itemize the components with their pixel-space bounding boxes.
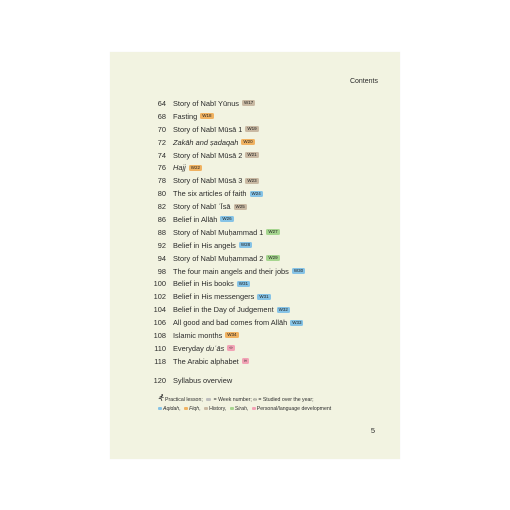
legend-sep: ,	[224, 406, 227, 412]
week-badge: W29	[268, 255, 278, 261]
toc-row	[110, 110, 400, 123]
toc-page-number: 68	[157, 111, 166, 121]
legend-practical: Practical lesson;	[165, 396, 205, 403]
aqidah-swatch	[158, 407, 162, 411]
toc-title: Hajj	[173, 163, 186, 173]
page-number: 5	[370, 426, 375, 435]
week-badge: W28	[240, 242, 251, 248]
toc-title: Everyday duʿās	[173, 343, 225, 353]
toc-page-number: 72	[157, 137, 166, 147]
infinity-icon: ∞	[253, 396, 257, 403]
toc-title: All good and bad comes from Allāh	[173, 318, 288, 328]
toc-row	[110, 200, 400, 213]
toc-row	[110, 303, 400, 316]
toc-title: Story of Nabī Mūsā 3	[173, 176, 243, 186]
toc-row	[110, 174, 400, 187]
toc-title: Belief in Allāh	[173, 214, 218, 224]
toc-title: Belief in the Day of Judgement	[173, 305, 274, 315]
toc-page-number: 80	[157, 189, 166, 199]
toc-page-number: 78	[157, 176, 166, 186]
toc-row	[110, 342, 400, 355]
week-badge: W20	[243, 139, 253, 145]
toc-page-number: 110	[154, 343, 166, 353]
toc-title: Story of Nabī Mūsā 2	[173, 150, 243, 160]
toc-page-number: 82	[157, 202, 166, 212]
toc-page-number: 118	[154, 356, 166, 366]
week-badge: W19	[247, 126, 257, 132]
legend-week: = Week number;	[212, 396, 254, 403]
toc-title: Story of Nabī Yūnus	[173, 98, 240, 108]
page-header: Contents	[349, 78, 378, 85]
toc-row	[110, 374, 400, 387]
fiqh-swatch	[184, 407, 188, 411]
toc-row	[110, 97, 400, 110]
legend-sirah: Sirah	[234, 406, 247, 412]
toc-page-number: 64	[157, 98, 166, 108]
toc-row	[110, 149, 400, 162]
week-badge: W17	[244, 100, 254, 106]
toc-row	[110, 265, 400, 278]
week-badge: W23	[247, 177, 257, 183]
toc-page-number: 92	[157, 240, 166, 250]
toc-page-number: 76	[157, 163, 166, 173]
personal-swatch	[252, 407, 256, 411]
toc-page-number: 98	[157, 266, 166, 276]
week-badge: W22	[190, 164, 200, 170]
toc-page-number: 94	[157, 253, 166, 263]
toc-title: Belief in His books	[173, 279, 234, 289]
toc-page-number: 100	[153, 279, 166, 289]
toc-row	[110, 239, 400, 252]
toc-title: Fasting	[173, 111, 198, 121]
legend-history: History	[209, 406, 225, 412]
week-badge: W21	[247, 152, 257, 157]
week-swatch	[206, 398, 211, 401]
toc-title: Belief in His angels	[173, 240, 236, 250]
legend-sep: ,	[199, 406, 201, 412]
legend-aqidah: Aqidah	[163, 406, 180, 412]
week-badge: ∞	[229, 345, 233, 351]
toc-row	[110, 161, 400, 174]
toc-row	[110, 226, 400, 239]
toc-row	[110, 316, 400, 329]
toc-title: Islamic months	[173, 330, 223, 340]
toc-title: Story of Nabī Muḥammad 2	[173, 253, 264, 263]
toc-title: Syllabus overview	[173, 375, 233, 385]
toc-page-number: 108	[153, 330, 166, 340]
week-badge: ∞	[243, 358, 247, 364]
book-page	[110, 52, 400, 459]
week-badge: W31	[238, 280, 249, 286]
toc-row	[110, 136, 400, 149]
toc-title: The six articles of faith	[173, 189, 247, 199]
toc-title: Belief in His messengers	[173, 292, 255, 302]
week-badge: W30	[293, 268, 304, 274]
toc-row	[110, 277, 400, 290]
legend-line-1	[158, 394, 398, 405]
toc-title: Zakāh and ṣadaqah	[173, 137, 239, 147]
week-badge: W25	[235, 203, 245, 209]
toc-title: Story of Nabī Muḥammad 1	[173, 227, 264, 237]
toc-row	[110, 252, 400, 265]
week-badge: W26	[222, 216, 232, 222]
legend-fiqh: Fiqh	[189, 406, 200, 412]
table-of-contents	[110, 97, 400, 387]
toc-page-number: 120	[153, 375, 166, 385]
week-badge: W31	[259, 293, 269, 299]
toc-page-number: 88	[157, 227, 166, 237]
legend	[158, 394, 398, 414]
week-badge: W34	[227, 332, 237, 338]
toc-page-number: 70	[157, 124, 166, 134]
toc-page-number: 106	[153, 318, 166, 328]
week-badge: W27	[268, 229, 278, 235]
legend-line-2	[158, 405, 398, 414]
legend-year: = Studied over the year;	[256, 396, 314, 403]
week-badge: W18	[202, 113, 212, 119]
legend-personal: Personal/language development	[256, 406, 332, 412]
toc-title: The Arabic alphabet	[173, 356, 239, 366]
running-person-icon	[158, 394, 165, 405]
toc-page-number: 102	[153, 292, 166, 302]
toc-row	[110, 290, 400, 303]
toc-row	[110, 213, 400, 226]
sirah-swatch	[230, 407, 234, 411]
toc-title: Story of Nabī Mūsā 1	[173, 124, 243, 134]
toc-row	[110, 329, 400, 342]
toc-title: Story of Nabī ʿĪsā	[173, 202, 231, 212]
toc-page-number: 74	[157, 150, 166, 160]
toc-row	[110, 187, 400, 200]
week-badge: W33	[292, 319, 302, 325]
week-badge: W32	[278, 306, 288, 312]
toc-title: The four main angels and their jobs	[173, 266, 289, 276]
toc-row	[110, 123, 400, 136]
toc-row	[110, 355, 400, 368]
legend-sep: ,	[246, 406, 249, 412]
toc-page-number: 104	[153, 305, 166, 315]
legend-sep: ,	[179, 406, 181, 412]
week-badge: W24	[251, 190, 261, 196]
history-swatch	[204, 407, 208, 411]
toc-page-number: 86	[157, 214, 166, 224]
